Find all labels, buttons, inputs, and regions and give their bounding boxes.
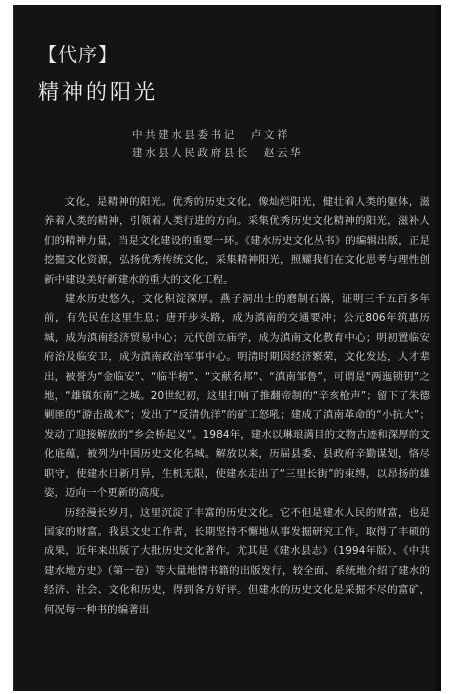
author-name: 卢文祥	[250, 129, 291, 141]
book-page	[13, 5, 441, 691]
paragraph: 文化，是精神的阳光。优秀的历史文化，像灿烂阳光，健壮着人类的躯体，滋养着人类的精神，引领着人类行进的方向。采集优秀历史文化精神的阳光，滋补人们的精神力量，当是文化建设的重要一环。《建水历史文化丛书》的编辑出版，正是挖掘文化资源，弘扬优秀传统文化，采集精神阳光，照耀我们在文化思考与理性创新中建设美好新建水的重大的文化工程。	[44, 196, 430, 286]
author-role: 建水县人民政府县长	[132, 147, 250, 159]
essay-title: 精神的阳光	[38, 80, 158, 104]
paragraph: 建水历史悠久，文化积淀深厚。燕子洞出土的磨制石器，证明三千五百多年前，有先民在这里生息；唐开步头路，成为滇南的交通要冲；公元806年筑惠历城，成为滇南经济贸易中心；元代创立庙学，成为滇南文化教育中心；明初置临安府治及临安卫，成为滇南政治军事中心。明清时期因经济繁荣，文化发达，人才辈出，被誉为“金临安”、“临半榜”、“文献名邦”、“滇南邹鲁”，可谓是“两迤锁钥”之地，“雄镇东南”之城。20世纪初，这里打响了推翻帝制的“辛亥枪声”；留下了朱德剿匪的“游击战术”；发出了“反清仇洋”的矿工怒吼；建成了滇南革命的“小抗大”；发动了迎接解放的“乡会桥起义”。1984年，建水以琳琅满目的文物古迹和深厚的文化底蕴，被列为中国历史文化名城。解放以来，历届县委、县政府辛勤谋划，恪尽职守，使建水日新月异，生机无限，使建水走出了“三里长街”的束缚，以昂扬的雄姿，迈向一个更新的高度。	[44, 293, 430, 500]
author-byline-1	[132, 127, 290, 143]
section-heading: 【代序】	[38, 44, 119, 66]
page-spine-shadow	[433, 5, 441, 691]
paragraph: 历经漫长岁月，这里沉淀了丰富的历史文化。它不但是建水人民的财富，也是国家的财富。我县文史工作者，长期坚持不懈地从事发掘研究工作，取得了丰硕的成果，近年来出版了大批历史文化著作。尤其是《建水县志》（1994年版）、《中共建水地方史》（第一卷）等大量地情书籍的出版发行，较全面、系统地介绍了建水的经济、社会、文化和历史，得到各方好评。但建水的历史文化是采掘不尽的富矿，何况每一种书的编著出	[44, 506, 430, 616]
author-name: 赵云华	[263, 147, 304, 159]
author-role: 中共建水县委书记	[132, 129, 237, 141]
body-text	[44, 193, 430, 620]
author-byline-2	[132, 145, 303, 161]
